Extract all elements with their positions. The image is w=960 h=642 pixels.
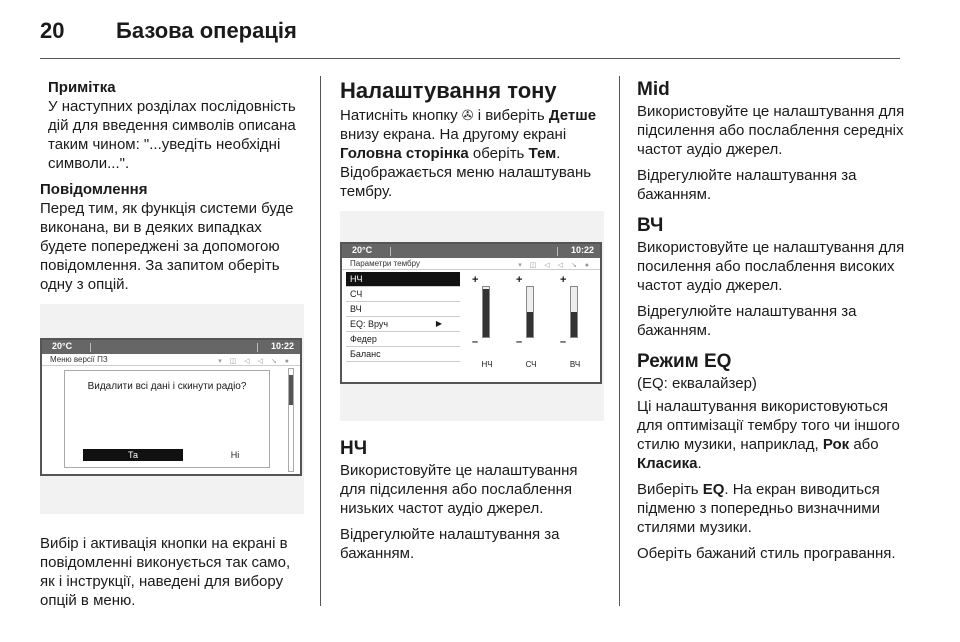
mid-heading: Mid (637, 79, 670, 100)
column-divider-2 (619, 76, 620, 606)
column-left (40, 78, 304, 617)
column-middle (340, 78, 604, 570)
eq-band-label: СЧ (525, 360, 537, 369)
header-divider (40, 58, 900, 59)
status-separator (557, 247, 558, 256)
scrollbar[interactable] (288, 368, 294, 472)
status-separator (390, 247, 391, 256)
temperature-readout: 20°C (352, 245, 373, 255)
clock-readout: 10:22 (270, 341, 294, 351)
eq-heading: Режим EQ (637, 351, 732, 372)
column-right (637, 78, 907, 570)
treble-adjust: Відрегулюйте налаштування за бажанням. (637, 303, 857, 339)
equalizer-sliders (466, 274, 598, 382)
eq-slider-2[interactable] (516, 274, 546, 382)
tone-heading: Налаштування тону (340, 78, 557, 103)
tone-intro: Натисніть кнопку ✇ і виберіть Детше внизу екрана. На другому екрані Головна сторінка оберіть Тем. Відображається меню налаштувань тембру. (340, 107, 597, 200)
settings-icon: ✇ (461, 107, 474, 123)
menu-item-treble[interactable]: ВЧ (346, 302, 460, 317)
note-title: Примітка (48, 79, 116, 96)
slider-fill (483, 289, 489, 337)
selection-text: Вибір і активація кнопки на екрані в повідомленні виконується так само, як і інструкції, наведені для вибору опцій в меню. (40, 535, 291, 609)
treble-text: Використовуйте це налаштування для посилення або послаблення високих частот аудіо джерел. (637, 239, 905, 294)
slider-track[interactable] (482, 286, 490, 338)
eq-slider-1[interactable] (472, 274, 502, 382)
submenu-bar (42, 354, 300, 366)
plus-icon: + (472, 274, 479, 286)
eq-subtitle: (EQ: еквалайзер) (637, 375, 757, 392)
eq-text: Ці налаштування використовуються для оптимізації тембру того чи іншого стилю музики, наприклад, Рок або Класика. (637, 398, 900, 472)
note-block (40, 78, 304, 173)
menu-item-balance[interactable]: Баланс (346, 347, 460, 362)
submenu-bar (342, 258, 600, 270)
temperature-readout: 20°C (52, 341, 73, 351)
display-screen (340, 242, 602, 384)
eq-select: Виберіть EQ. На екран виводиться підменю з попередньо визначними стилями музики. (637, 481, 880, 536)
submenu-title: Параметри тембру (350, 259, 420, 268)
dialog-question: Видалити всі дані і скинути радіо? (87, 381, 247, 392)
no-button[interactable]: Ні (230, 450, 240, 460)
bass-adjust: Відрегулюйте налаштування за бажанням. (340, 526, 560, 562)
status-bar (342, 244, 600, 258)
menu-item-eq[interactable]: EQ: Вруч ▶ (346, 317, 460, 332)
slider-track[interactable] (570, 286, 578, 338)
menu-item-bass[interactable]: НЧ (346, 272, 460, 287)
messages-title: Повідомлення (40, 181, 148, 198)
page-header (40, 14, 920, 54)
slider-fill (571, 312, 577, 337)
status-bar (42, 340, 300, 354)
mid-adjust: Відрегулюйте налаштування за бажанням. (637, 167, 857, 203)
menu-item-mid[interactable]: СЧ (346, 287, 460, 302)
slider-track[interactable] (526, 286, 534, 338)
page-title: Базова операція (116, 18, 297, 43)
menu-item-fader[interactable]: Федер (346, 332, 460, 347)
slider-fill (527, 312, 533, 337)
eq-band-label: НЧ (481, 360, 493, 369)
page-number: 20 (40, 18, 65, 43)
status-separator (90, 343, 91, 352)
treble-heading: ВЧ (637, 215, 664, 236)
note-text: У наступних розділах послідовність дій для введення символів описана таким чином: "...уведіть необхідні символи...". (48, 98, 296, 172)
status-icons: ▾ ◫ ◁ ◁ ↘ ● (218, 358, 292, 365)
bass-text: Використовуйте це налаштування для підсилення або послаблення низьких частот аудіо джерел. (340, 462, 578, 517)
status-separator (257, 343, 258, 352)
plus-icon: + (560, 274, 567, 286)
messages-text: Перед тим, як функція системи буде виконана, ви в деяких випадках будете попереджені за допомогою повідомлення. За запитом оберіть одну з опцій. (40, 200, 294, 293)
display-screen (40, 338, 302, 476)
eq-choose: Оберіть бажаний стиль програвання. (637, 545, 896, 562)
eq-band-label: ВЧ (569, 360, 581, 369)
yes-button[interactable]: Та (83, 449, 183, 461)
eq-slider-3[interactable] (560, 274, 590, 382)
tone-menu (346, 272, 460, 362)
column-divider-1 (320, 76, 321, 606)
minus-icon: – (516, 336, 523, 348)
minus-icon: – (560, 336, 567, 348)
minus-icon: – (472, 336, 479, 348)
scroll-thumb[interactable] (289, 375, 293, 405)
chevron-right-icon: ▶ (435, 319, 442, 328)
tone-screenshot (340, 211, 604, 421)
plus-icon: + (516, 274, 523, 286)
bass-heading: НЧ (340, 438, 368, 459)
mid-text: Використовуйте це налаштування для підсилення або послаблення середніх частот аудіо джерел. (637, 103, 905, 158)
status-icons: ▾ ◫ ◁ ◁ ↘ ● (518, 262, 592, 269)
submenu-title: Меню версії ПЗ (50, 355, 108, 364)
message-screenshot (40, 304, 304, 514)
confirm-dialog (64, 370, 270, 468)
clock-readout: 10:22 (570, 245, 594, 255)
